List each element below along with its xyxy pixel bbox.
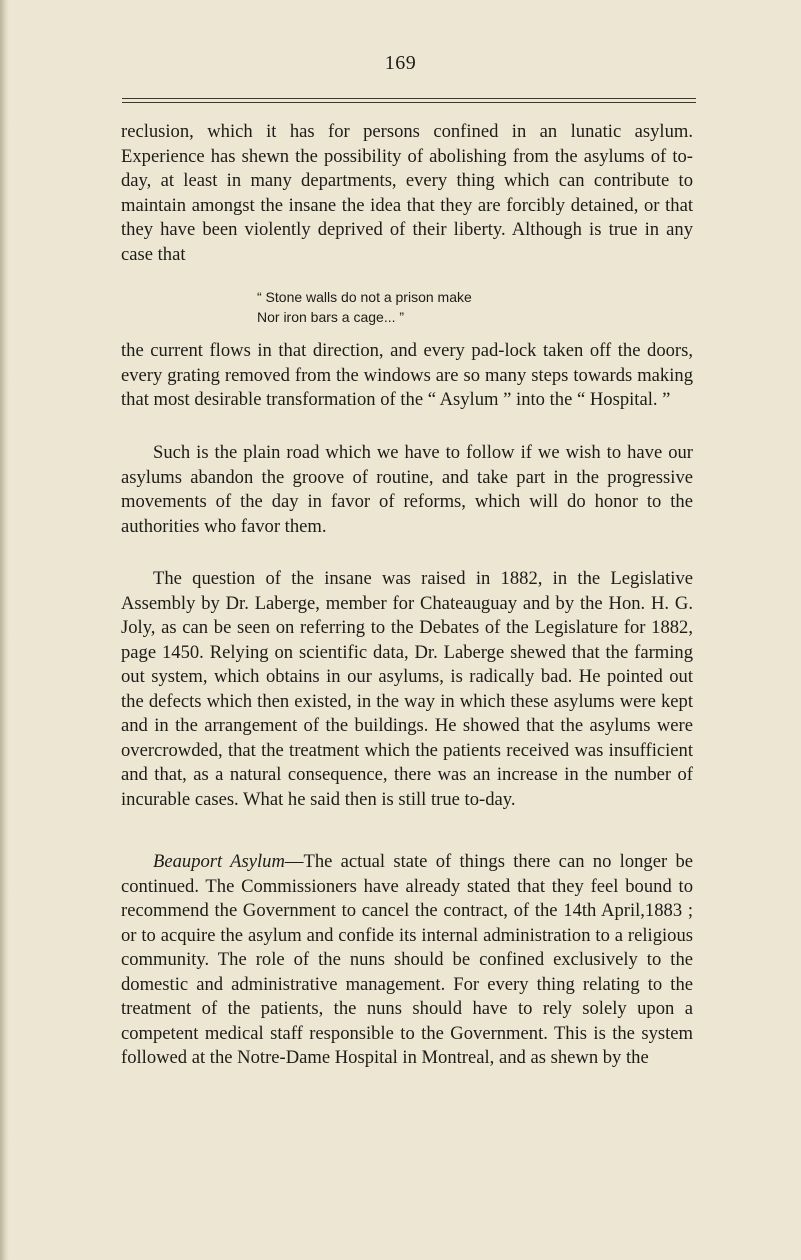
header-rule-bottom xyxy=(122,102,696,103)
paragraph-question-of-insane: The question of the insane was raised in 1882, in the Legislative Assembly by Dr. Laberge, member for Chateauguay and by the Hon. H. G. Joly, as can be seen on referring to the Debates of the Legislature for 1882, page 1450. Relying on scientific data, Dr. Laberge shewed that the farming out system, which obtains in our asylums, is radically bad. He pointed out the defects which then existed, in the way in which these asylums were kept and in the arrangement of the buildings. He showed that the asylums were overcrowded, that the treatment which the patients received was insufficient and that, as a natural consequence, there was an increase in the number of incurable cases. What he said then is still true to-day. xyxy=(121,568,693,810)
verse-quotation xyxy=(257,287,472,327)
page-binding-edge xyxy=(0,0,9,1260)
verse-line-1: “ Stone walls do not a prison make xyxy=(257,289,472,305)
beauport-asylum-body: —The actual state of things there can no longer be continued. The Commissioners have already stated that they feel bound to recommend the Government to cancel the contract, of the 14th April,1883 ; or to acquire the asylum and confide its internal administration to a religious community. The role of the nuns should be confined exclusively to the domestic and administrative management. For every thing relating to the treatment of the patients, the nuns should have to rely solely upon a competent medical staff responsible to the Government. This is the system followed at the Notre-Dame Hospital in Montreal, and as shewn by the xyxy=(121,851,693,1068)
paragraph-plain-road: Such is the plain road which we have to follow if we wish to have our asylums abandon the groove of routine, and take part in the progressive movements of the day in favor of reforms, which will do honor to the authorities who favor them. xyxy=(121,442,693,537)
paragraph-current-flows: the current flows in that direction, and every pad-lock taken off the doors, every grating removed from the windows are so many steps towards making that most desirable transformation of the “ Asylum ” into the “ Hospital. ” xyxy=(121,340,693,410)
page-number: 169 xyxy=(384,52,417,74)
paragraph-beauport-asylum xyxy=(121,850,693,1071)
header-rule-top xyxy=(122,98,696,99)
verse-line-2: Nor iron bars a cage... ” xyxy=(257,309,405,325)
paragraph-reclusion: reclusion, which it has for persons confined in an lunatic asylum. Experience has shewn the possibility of abolishing from the asylums of to-day, at least in many departments, every thing which can contribute to maintain amongst the insane the idea that they are forcibly detained, or that they have been violently deprived of their liberty. Although is true in any case that xyxy=(121,121,693,265)
beauport-asylum-heading: Beauport Asylum xyxy=(153,851,285,872)
